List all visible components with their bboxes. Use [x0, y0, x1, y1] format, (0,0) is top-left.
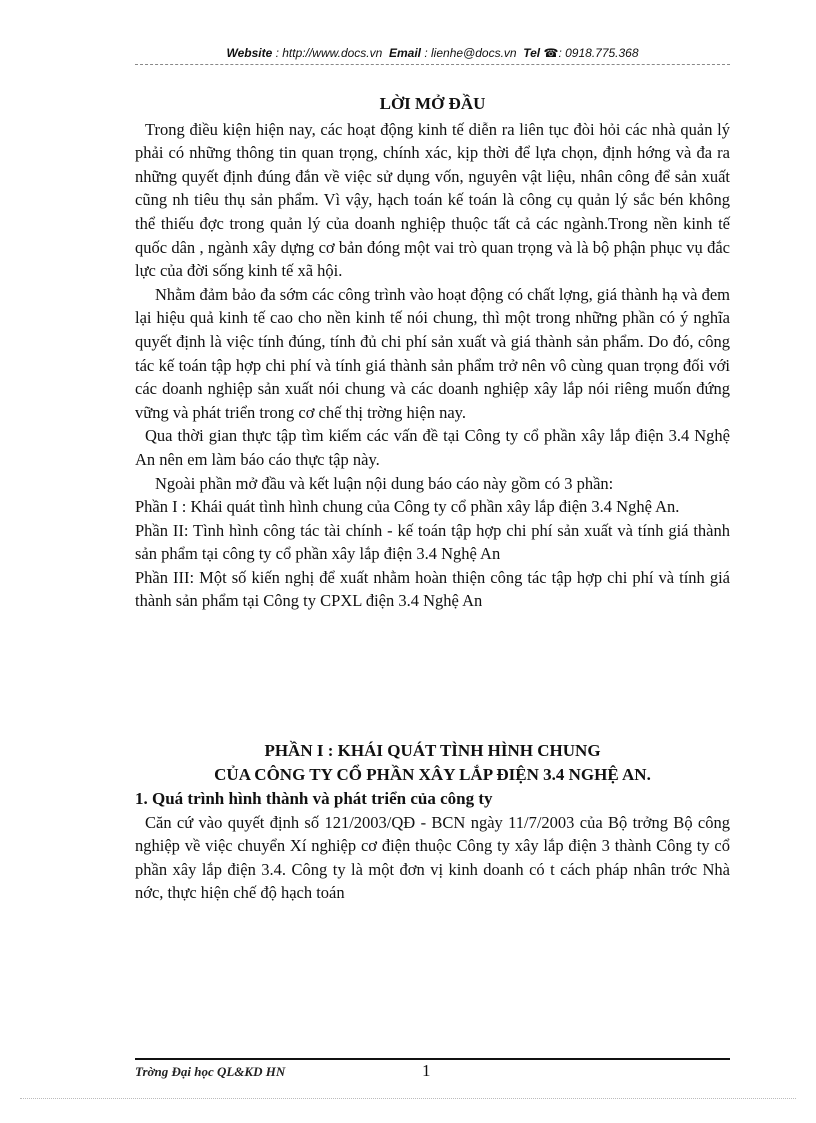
header-divider: [135, 64, 730, 65]
tel-label: Tel: [523, 46, 541, 60]
page-bottom-divider: [20, 1098, 796, 1099]
section-title-line-2: CỦA CÔNG TY CỔ PHẦN XÂY LẮP ĐIỆN 3.4 NGHỆ AN.: [214, 765, 651, 785]
intro-part-1: Phần I : Khái quát tình hình chung của Công ty cổ phần xây lắp điện 3.4 Nghệ An.: [135, 497, 680, 517]
intro-paragraph-1: Trong điều kiện hiện nay, các hoạt động kinh tế diễn ra liên tục đòi hỏi các nhà quản lý phải có những thông tin quan trọng, chính xác, kịp thời để lựa chọn, định hớng và đa ra những quyết định đúng đắn về việc sử dụng vốn, nguyên vật liệu, nhân công để sản xuất cũng nh tiêu thụ sản phẩm. Vì vậy, hạch toán kế toán là công cụ quản lý sắc bén không thể thiếu đợc trong quản lý của doanh nghiệp thuộc tất cả các ngành.Trong nền kinh tế quốc dân , ngành xây dựng cơ bản đóng một vai trò quan trọng và là bộ phận phục vụ đắc lực của đời sống kinh tế xã hội.: [135, 119, 730, 281]
email-value: : lienhe@docs.vn: [424, 46, 517, 60]
footer-divider: [135, 1058, 730, 1060]
intro-paragraph-4: Ngoài phần mở đầu và kết luận nội dung báo cáo này gồm có 3 phần:: [155, 473, 614, 493]
intro-part-3: Phần III: Một số kiến nghị để xuất nhằm hoàn thiện công tác tập hợp chi phí và tính giá thành sản phẩm tại Công ty CPXL điện 3.4 Nghệ An: [135, 567, 730, 611]
page-header: [135, 46, 730, 60]
page-number: 1: [422, 1061, 431, 1080]
phone-icon: ☎: [543, 46, 559, 60]
document-body: [135, 92, 730, 905]
section-heading: 1. Quá trình hình thành và phát triển của công ty: [135, 789, 493, 809]
email-label: Email: [388, 46, 421, 60]
footer-school: Trờng Đại học QL&KD HN: [135, 1064, 286, 1079]
section-paragraph-1: Căn cứ vào quyết định số 121/2003/QĐ - BCN ngày 11/7/2003 của Bộ trởng Bộ công nghiệp về việc chuyển Xí nghiệp cơ điện thuộc Công ty xây lắp điện 3 thành Công ty cổ phần xây lắp điện 3.4. Công ty là một đơn vị kinh doanh có t cách pháp nhân trớc Nhà nớc, thực hiện chế độ hạch toán: [135, 812, 730, 903]
website-label: Website: [226, 46, 273, 60]
intro-title: LỜI MỞ ĐẦU: [379, 94, 486, 113]
intro-part-2: Phần II: Tình hình công tác tài chính - kế toán tập hợp chi phí sản xuất và tính giá thành sản phẩm tại công ty cổ phần xây lắp điện 3.4 Nghệ An: [135, 520, 730, 564]
intro-paragraph-3: Qua thời gian thực tập tìm kiếm các vấn đề tại Công ty cổ phần xây lắp điện 3.4 Nghệ An nên em làm báo cáo thực tập này.: [135, 426, 730, 469]
intro-paragraph-2: Nhằm đảm bảo đa sớm các công trình vào hoạt động có chất lợng, giá thành hạ và đem lại hiệu quả kinh tế cao cho nền kinh tế nói chung, thì một trong những phần có ý nghĩa quyết định là việc tính đúng, tính đủ chi phí sản xuất và giá thành sản phẩm. Do đó, công tác kế toán tập hợp chi phí và tính giá thành sản phẩm trở nên vô cùng quan trọng đối với các doanh nghiệp sản xuất nói chung và các doanh nghiệp xây lắp nói riêng muốn đứng vững và phát triển trong cơ chế thị trờng hiện nay.: [135, 284, 730, 422]
website-value: : http://www.docs.vn: [275, 46, 383, 60]
section-title-line-1: PHẦN I : KHÁI QUÁT TÌNH HÌNH CHUNG: [264, 741, 601, 761]
tel-value: : 0918.775.368: [558, 46, 639, 60]
